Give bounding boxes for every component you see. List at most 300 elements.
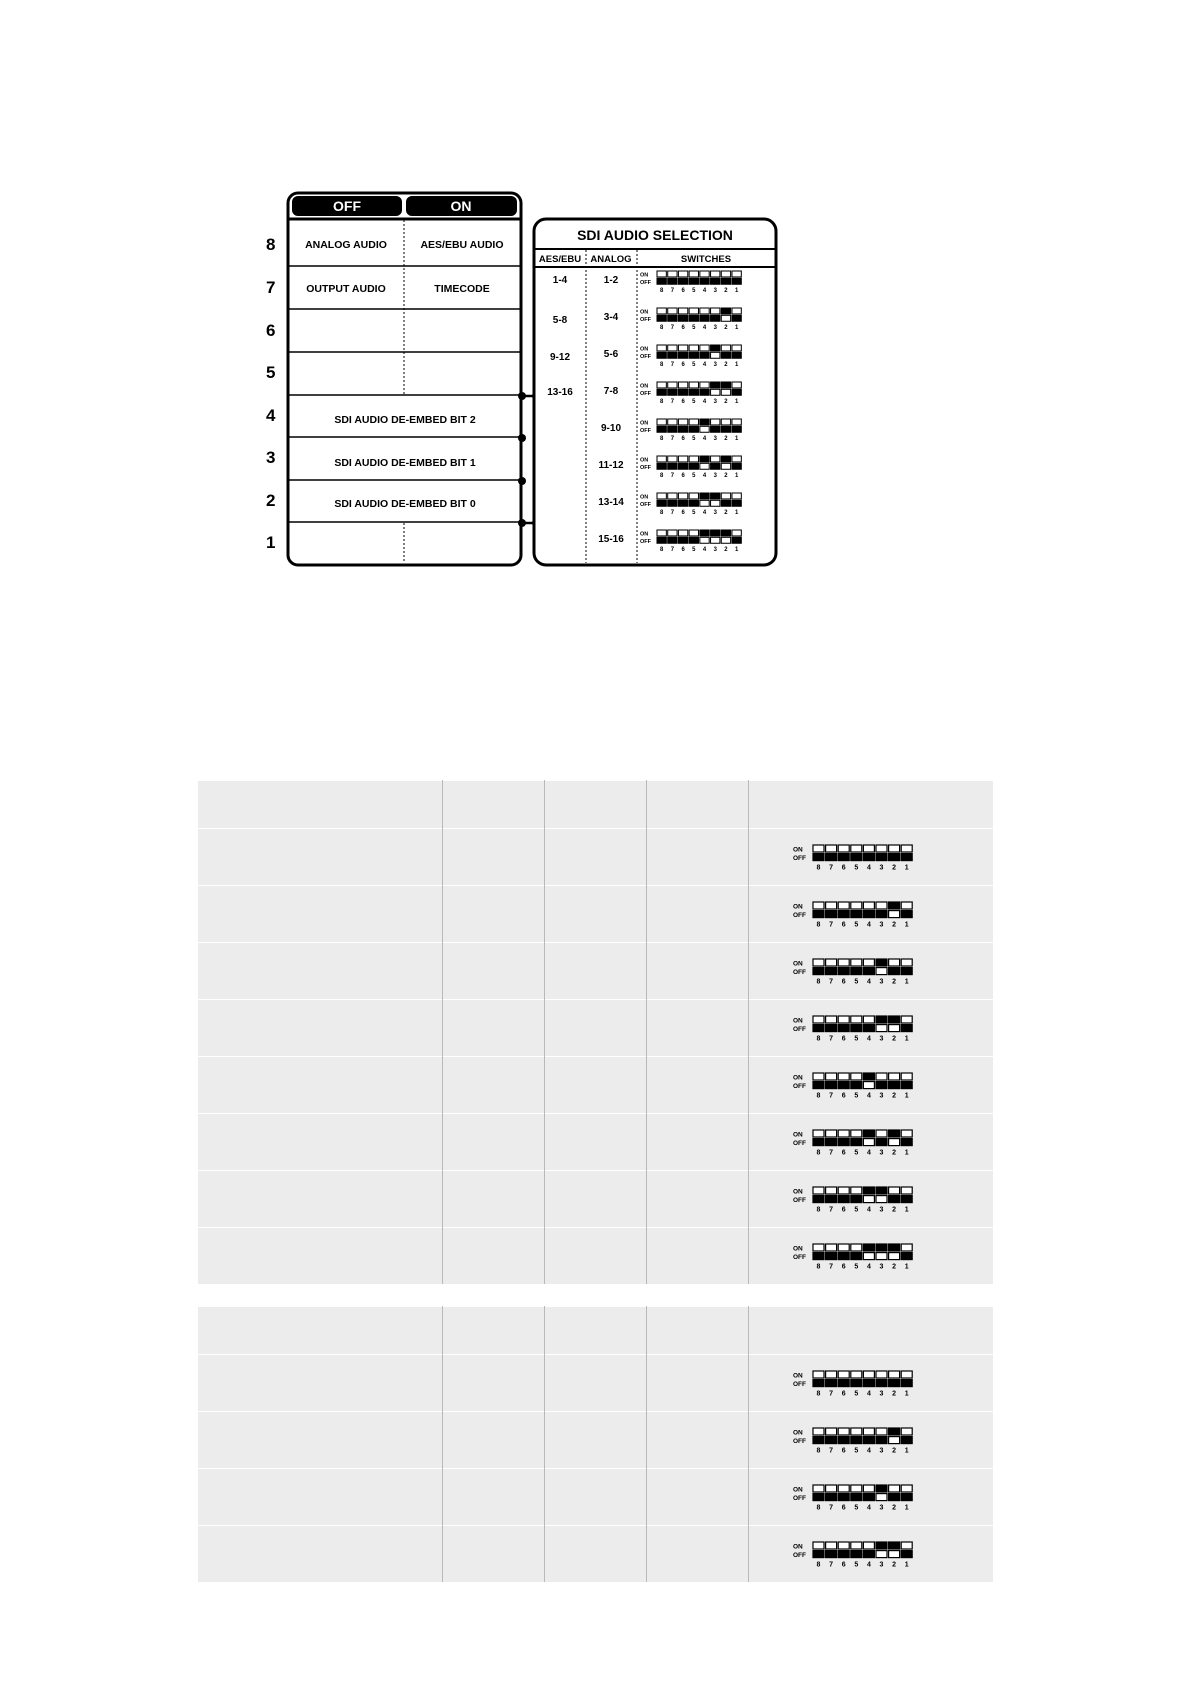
- switch-cell: [748, 1000, 993, 1057]
- table_1-row-5-sw1-on-cell: [901, 1073, 912, 1080]
- table_1-row-6-num-8: 8: [816, 1149, 821, 1157]
- table_1-row-3-num-5: 5: [854, 978, 859, 986]
- table_1-row-4-num-6: 6: [841, 1035, 846, 1043]
- table-cell: [544, 1469, 646, 1526]
- top-switch-1-sw5-on-cell: [689, 271, 698, 277]
- table_1-row-1-sw5-on-cell: [851, 845, 862, 852]
- switch-cell: [748, 1412, 993, 1469]
- table_1-row-8-sw4-off-cell: [863, 1253, 874, 1260]
- table-row: [198, 886, 993, 943]
- table_1-row-2-num-1: 1: [904, 921, 909, 929]
- table_1-row-8-sw7-off-cell: [825, 1253, 836, 1260]
- table_2-row-3-num-7: 7: [828, 1504, 833, 1512]
- table_1-row-6-sw1-on-cell: [901, 1130, 912, 1137]
- top-switch-8-sw1-off-cell: [732, 537, 741, 543]
- top-switch-8-num-8: 8: [660, 546, 664, 553]
- top-switch-7-off-label: OFF: [640, 501, 652, 508]
- table_1-row-4-sw1-on-cell: [901, 1016, 912, 1023]
- table_1-row-5-sw4-on-cell: [863, 1073, 874, 1080]
- table-cell: [198, 1114, 442, 1171]
- table-cell: [646, 1171, 748, 1228]
- top-switch-8-sw7-off-cell: [668, 537, 677, 543]
- table_2-row-1-sw1-off-cell: [901, 1380, 912, 1387]
- table_2-row-3-on-label: ON: [792, 1486, 803, 1494]
- table_1-row-2-sw3-off-cell: [876, 911, 887, 918]
- top-switch-5-num-8: 8: [660, 435, 664, 442]
- top-switch-7-num-4: 4: [702, 509, 707, 516]
- top-switch-2-sw1-off-cell: [732, 315, 741, 321]
- table_1-row-5-sw6-on-cell: [838, 1073, 849, 1080]
- table_1-row-3-sw1-on-cell: [901, 959, 912, 966]
- table_1-row-3-sw3-on-cell: [876, 959, 887, 966]
- top-switch-4-num-4: 4: [702, 398, 707, 405]
- table_1-row-3-sw6-off-cell: [838, 968, 849, 975]
- table_2-row-3-sw5-off-cell: [851, 1494, 862, 1501]
- table_1-row-5-num-5: 5: [854, 1092, 859, 1100]
- table_1-row-6-sw5-on-cell: [851, 1130, 862, 1137]
- table_1-row-2-num-3: 3: [879, 921, 884, 929]
- table-cell: [198, 829, 442, 886]
- table_1-row-3-sw4-off-cell: [863, 968, 874, 975]
- table_1-row-2-sw7-on-cell: [825, 902, 836, 909]
- table_1-row-6-sw6-off-cell: [838, 1139, 849, 1146]
- table-cell: [544, 829, 646, 886]
- top-switch-6-num-4: 4: [702, 472, 707, 479]
- table_1-row-8-num-2: 2: [891, 1263, 896, 1271]
- top-switch-3-sw6-on-cell: [678, 345, 687, 351]
- table_1-row-1-sw7-on-cell: [825, 845, 836, 852]
- table-cell: [646, 1228, 748, 1285]
- switch-cell: [748, 1171, 993, 1228]
- top-switch-3-num-4: 4: [702, 361, 707, 368]
- table_2-row-3-sw2-on-cell: [888, 1485, 899, 1492]
- table_2-row-4-num-5: 5: [854, 1561, 859, 1569]
- top-switch-2-num-6: 6: [681, 324, 685, 331]
- table_2-row-1-sw3-on-cell: [876, 1371, 887, 1378]
- table_2-row-2-sw5-off-cell: [851, 1437, 862, 1444]
- top-switch-6-sw8-on-cell: [657, 456, 666, 462]
- top-switch-6-sw7-off-cell: [668, 463, 677, 469]
- top-switch-8-sw5-on-cell: [689, 530, 698, 536]
- table_1-row-4-sw7-off-cell: [825, 1025, 836, 1032]
- top-switch-2-num-2: 2: [724, 324, 728, 331]
- top-switch-5-num-3: 3: [713, 435, 717, 442]
- row-number-1: 1: [266, 533, 276, 552]
- top-switch-3-sw8-off-cell: [657, 352, 666, 358]
- top-switch-6-num-7: 7: [670, 472, 675, 479]
- top-switch-6-sw2-off-cell: [721, 463, 730, 469]
- table-row: [198, 1000, 993, 1057]
- table-cell: [544, 943, 646, 1000]
- top-switch-5-sw7-on-cell: [668, 419, 677, 425]
- top-switch-6-sw5-off-cell: [689, 463, 698, 469]
- top-switch-3-sw3-on-cell: [711, 345, 720, 351]
- table-cell: [442, 1114, 544, 1171]
- top-switch-6-sw6-off-cell: [678, 463, 687, 469]
- table_1-row-7-num-7: 7: [828, 1206, 833, 1214]
- top-switch-1-sw1-on-cell: [732, 271, 741, 277]
- connector-dot: [518, 392, 526, 400]
- switch-pattern: [791, 1236, 951, 1276]
- table-cell: [442, 1171, 544, 1228]
- table-cell: [544, 886, 646, 943]
- table_2-row-2-num-4: 4: [866, 1447, 871, 1455]
- table-cell: [544, 1114, 646, 1171]
- top-switch-3-sw4-off-cell: [700, 352, 709, 358]
- analog-label: 9-10: [600, 423, 622, 434]
- table_1-row-1-sw5-off-cell: [851, 854, 862, 861]
- table-cell: [198, 943, 442, 1000]
- table_2-row-4-num-2: 2: [891, 1561, 896, 1569]
- switch-8-off-label: ANALOG AUDIO: [305, 239, 387, 251]
- table_1-row-6-sw8-on-cell: [813, 1130, 824, 1137]
- top-switch-6-num-8: 8: [660, 472, 664, 479]
- table_1-row-7-sw4-on-cell: [863, 1187, 874, 1194]
- table-row: [198, 1469, 993, 1526]
- top-switch-2-sw1-on-cell: [732, 308, 741, 314]
- top-switch-6-off-label: OFF: [640, 464, 652, 471]
- table_2-row-4-sw1-off-cell: [901, 1551, 912, 1558]
- table_1-row-5-sw1-off-cell: [901, 1082, 912, 1089]
- top-switch-2-sw8-on-cell: [657, 308, 666, 314]
- top-switch-8-sw6-off-cell: [678, 537, 687, 543]
- table_1-row-8-num-3: 3: [879, 1263, 884, 1271]
- top-switch-3-sw5-on-cell: [689, 345, 698, 351]
- table_2-row-1-sw5-off-cell: [851, 1380, 862, 1387]
- table_1-row-5-num-7: 7: [828, 1092, 833, 1100]
- table_1-row-4-sw3-on-cell: [876, 1016, 887, 1023]
- top-switch-3-sw2-on-cell: [721, 345, 730, 351]
- top-switch-1-sw3-off-cell: [711, 278, 720, 284]
- table_1-row-2-off-label: OFF: [792, 912, 806, 920]
- analog-label: 15-16: [598, 534, 624, 545]
- table_1-row-7-num-2: 2: [891, 1206, 896, 1214]
- table_1-row-2-sw2-off-cell: [888, 911, 899, 918]
- table_1-row-2-num-4: 4: [866, 921, 871, 929]
- table_1-row-4-sw3-off-cell: [876, 1025, 887, 1032]
- table_1-row-7-sw7-off-cell: [825, 1196, 836, 1203]
- table_2-row-1-sw8-on-cell: [813, 1371, 824, 1378]
- top-switch-7-sw8-off-cell: [657, 500, 666, 506]
- table_2-row-4-sw3-off-cell: [876, 1551, 887, 1558]
- top-switch-1-num-7: 7: [670, 287, 675, 294]
- table-cell: [198, 1171, 442, 1228]
- top-switch-6-sw1-on-cell: [732, 456, 741, 462]
- off-header-label: OFF: [333, 198, 361, 214]
- row-number-8: 8: [266, 235, 276, 254]
- top-switch-2-sw8-off-cell: [657, 315, 666, 321]
- table_2-row-4-sw3-on-cell: [876, 1542, 887, 1549]
- table_2-row-1-num-4: 4: [866, 1390, 871, 1398]
- top-switch-4-num-7: 7: [670, 398, 675, 405]
- table_2-row-4-num-4: 4: [866, 1561, 871, 1569]
- top-switch-6-num-3: 3: [713, 472, 717, 479]
- table_1-row-6-sw7-off-cell: [825, 1139, 836, 1146]
- switch-pattern: [791, 1065, 951, 1105]
- table_2-row-1-num-3: 3: [879, 1390, 884, 1398]
- switch-pattern: [791, 1122, 951, 1162]
- top-switch-3-sw5-off-cell: [689, 352, 698, 358]
- table-cell: [544, 1355, 646, 1412]
- top-switch-5-sw8-off-cell: [657, 426, 666, 432]
- top-switch-1-num-1: 1: [734, 287, 739, 294]
- table_1-row-8-num-5: 5: [854, 1263, 859, 1271]
- table-2: [198, 1306, 993, 1582]
- top-switch-1-off-label: OFF: [640, 279, 652, 286]
- switch-pattern: [791, 1534, 951, 1574]
- table_1-row-3-sw5-on-cell: [851, 959, 862, 966]
- table_2-row-4-sw5-on-cell: [851, 1542, 862, 1549]
- top-switch-1-sw6-on-cell: [678, 271, 687, 277]
- table_1-row-1-sw8-off-cell: [813, 854, 824, 861]
- top-switch-8-sw2-off-cell: [721, 537, 730, 543]
- table_1-row-1-sw2-off-cell: [888, 854, 899, 861]
- table_1-row-5-sw5-on-cell: [851, 1073, 862, 1080]
- table_1-row-2-num-2: 2: [891, 921, 896, 929]
- table-cell: [646, 829, 748, 886]
- table_1-row-6-off-label: OFF: [792, 1140, 806, 1148]
- table_2-row-4-num-8: 8: [816, 1561, 821, 1569]
- table_2-row-1-sw7-on-cell: [825, 1371, 836, 1378]
- table_2-row-3-num-5: 5: [854, 1504, 859, 1512]
- switch-diagram: [0, 0, 1191, 600]
- top-switch-5-sw5-on-cell: [689, 419, 698, 425]
- table_1-row-1-sw8-on-cell: [813, 845, 824, 852]
- top-switch-4-sw8-off-cell: [657, 389, 666, 395]
- table_2-row-2-sw7-off-cell: [825, 1437, 836, 1444]
- table_1-row-3-sw3-off-cell: [876, 968, 887, 975]
- top-switch-8-sw4-off-cell: [700, 537, 709, 543]
- table_2-row-4-sw7-off-cell: [825, 1551, 836, 1558]
- table_2-row-1-num-6: 6: [841, 1390, 846, 1398]
- top-switch-5-sw7-off-cell: [668, 426, 677, 432]
- top-switch-3-sw1-off-cell: [732, 352, 741, 358]
- table_1-row-6-sw1-off-cell: [901, 1139, 912, 1146]
- table_2-row-3-sw1-off-cell: [901, 1494, 912, 1501]
- table_1-row-6-num-1: 1: [904, 1149, 909, 1157]
- table-row: [198, 829, 993, 886]
- top-switch-4-sw7-off-cell: [668, 389, 677, 395]
- table_1-row-8-sw7-on-cell: [825, 1244, 836, 1251]
- top-switch-4-sw8-on-cell: [657, 382, 666, 388]
- table_1-row-3-sw8-off-cell: [813, 968, 824, 975]
- table_2-row-1-on-label: ON: [792, 1372, 803, 1380]
- top-switch-6-sw1-off-cell: [732, 463, 741, 469]
- table_2-row-1-sw3-off-cell: [876, 1380, 887, 1387]
- table_2-row-3-sw8-on-cell: [813, 1485, 824, 1492]
- table_1-row-7-sw2-off-cell: [888, 1196, 899, 1203]
- switch-cell: [748, 829, 993, 886]
- table_1-row-3-num-8: 8: [816, 978, 821, 986]
- top-switch-4-sw6-off-cell: [678, 389, 687, 395]
- table_2-row-4-sw8-on-cell: [813, 1542, 824, 1549]
- top-switch-7-sw1-off-cell: [732, 500, 741, 506]
- top-switch-5-sw1-off-cell: [732, 426, 741, 432]
- top-switch-5-num-7: 7: [670, 435, 675, 442]
- top-switch-8-off-label: OFF: [640, 538, 652, 545]
- top-switch-2-sw4-on-cell: [700, 308, 709, 314]
- table-cell: [646, 1355, 748, 1412]
- table_1-row-4-sw4-off-cell: [863, 1025, 874, 1032]
- table_2-row-2-sw4-on-cell: [863, 1428, 874, 1435]
- top-switch-2-sw3-off-cell: [711, 315, 720, 321]
- top-switch-3-num-8: 8: [660, 361, 664, 368]
- table_2-row-2-num-7: 7: [828, 1447, 833, 1455]
- table-cell: [646, 1000, 748, 1057]
- table_1-row-1-sw6-off-cell: [838, 854, 849, 861]
- table_2-row-4-sw4-on-cell: [863, 1542, 874, 1549]
- table_2-row-4-sw2-on-cell: [888, 1542, 899, 1549]
- table_1-row-4-sw8-on-cell: [813, 1016, 824, 1023]
- table_2-row-1-sw2-off-cell: [888, 1380, 899, 1387]
- table_2-row-4-sw1-on-cell: [901, 1542, 912, 1549]
- top-switch-7-num-8: 8: [660, 509, 664, 516]
- table_2-row-3-num-8: 8: [816, 1504, 821, 1512]
- top-switch-2-num-8: 8: [660, 324, 664, 331]
- top-switch-7-sw5-on-cell: [689, 493, 698, 499]
- top-switch-7-sw4-off-cell: [700, 500, 709, 506]
- table_1-row-4-off-label: OFF: [792, 1026, 806, 1034]
- table_1-row-4-num-4: 4: [866, 1035, 871, 1043]
- table_2-row-2-sw8-off-cell: [813, 1437, 824, 1444]
- top-switch-1-sw2-on-cell: [721, 271, 730, 277]
- table_1-row-3-sw2-on-cell: [888, 959, 899, 966]
- top-switch-3-off-label: OFF: [640, 353, 652, 360]
- table_1-row-3-sw4-on-cell: [863, 959, 874, 966]
- table_1-row-2-sw7-off-cell: [825, 911, 836, 918]
- table_1-row-1-sw4-on-cell: [863, 845, 874, 852]
- table-cell: [544, 1057, 646, 1114]
- top-switch-1-sw1-off-cell: [732, 278, 741, 284]
- top-switch-2-num-4: 4: [702, 324, 707, 331]
- table_1-row-8-on-label: ON: [792, 1245, 803, 1253]
- table-cell: [544, 1171, 646, 1228]
- table_1-row-5-sw8-off-cell: [813, 1082, 824, 1089]
- table-header-cell: [544, 1307, 646, 1355]
- table-row: [198, 1526, 993, 1583]
- table_1-row-7-sw1-on-cell: [901, 1187, 912, 1194]
- table_2-row-2-num-2: 2: [891, 1447, 896, 1455]
- top-switch-6-sw6-on-cell: [678, 456, 687, 462]
- top-switch-4-sw5-off-cell: [689, 389, 698, 395]
- table_2-row-3-sw8-off-cell: [813, 1494, 824, 1501]
- switch-pattern: [791, 837, 951, 877]
- top-switch-7-num-1: 1: [734, 509, 739, 516]
- table-header-cell: [646, 1307, 748, 1355]
- top-switch-1-sw4-off-cell: [700, 278, 709, 284]
- table_1-row-5-sw3-on-cell: [876, 1073, 887, 1080]
- table-row: [198, 1355, 993, 1412]
- top-switch-1-sw7-on-cell: [668, 271, 677, 277]
- table_1-row-4-sw1-off-cell: [901, 1025, 912, 1032]
- top-switch-2-sw7-on-cell: [668, 308, 677, 314]
- top-switch-1-sw7-off-cell: [668, 278, 677, 284]
- table_1-row-3-sw6-on-cell: [838, 959, 849, 966]
- table-cell: [198, 1057, 442, 1114]
- table-cell: [646, 1412, 748, 1469]
- table_2-row-2-sw3-off-cell: [876, 1437, 887, 1444]
- top-switch-4-on-label: ON: [640, 383, 649, 390]
- table_1-row-3-num-4: 4: [866, 978, 871, 986]
- top-switch-7-sw7-on-cell: [668, 493, 677, 499]
- table_1-row-1-sw3-on-cell: [876, 845, 887, 852]
- table_1-row-5-sw7-off-cell: [825, 1082, 836, 1089]
- table_2-row-3-sw5-on-cell: [851, 1485, 862, 1492]
- top-switch-4-sw5-on-cell: [689, 382, 698, 388]
- top-switch-8-sw1-on-cell: [732, 530, 741, 536]
- table_2-row-2-sw8-on-cell: [813, 1428, 824, 1435]
- table_1-row-8-off-label: OFF: [792, 1254, 806, 1262]
- table-cell: [646, 1526, 748, 1583]
- top-switch-7-sw3-on-cell: [711, 493, 720, 499]
- table_1-row-4-sw2-off-cell: [888, 1025, 899, 1032]
- table_1-row-5-sw7-on-cell: [825, 1073, 836, 1080]
- table_1-row-1-num-5: 5: [854, 864, 859, 872]
- top-switch-6-sw3-on-cell: [711, 456, 720, 462]
- top-switch-3-sw3-off-cell: [711, 352, 720, 358]
- table_1-row-4-num-2: 2: [891, 1035, 896, 1043]
- top-switch-6-num-2: 2: [724, 472, 728, 479]
- table_1-row-6-sw3-off-cell: [876, 1139, 887, 1146]
- aes-label: 9-12: [549, 352, 571, 363]
- table-cell: [442, 886, 544, 943]
- switch-cell: [748, 1469, 993, 1526]
- table_1-row-3-sw2-off-cell: [888, 968, 899, 975]
- analog-label: 13-14: [598, 497, 624, 508]
- top-switch-8-num-3: 3: [713, 546, 717, 553]
- switch-pattern: [791, 1420, 951, 1460]
- top-switch-5-sw3-on-cell: [711, 419, 720, 425]
- aes-label: 13-16: [547, 387, 573, 398]
- table_1-row-5-sw6-off-cell: [838, 1082, 849, 1089]
- switch-7-off-label: OUTPUT AUDIO: [306, 283, 386, 295]
- switch-4-label: SDI AUDIO DE-EMBED BIT 2: [334, 414, 476, 426]
- switch-cell: [748, 1057, 993, 1114]
- table-header-cell: [748, 781, 993, 829]
- table_1-row-3-num-1: 1: [904, 978, 909, 986]
- top-switch-3-sw6-off-cell: [678, 352, 687, 358]
- table_1-row-3-num-3: 3: [879, 978, 884, 986]
- top-switch-1-sw6-off-cell: [678, 278, 687, 284]
- top-switch-6-sw4-on-cell: [700, 456, 709, 462]
- table_1-row-5-off-label: OFF: [792, 1083, 806, 1091]
- table_1-row-4-sw5-on-cell: [851, 1016, 862, 1023]
- top-switch-4-sw7-on-cell: [668, 382, 677, 388]
- top-switch-6-num-6: 6: [681, 472, 685, 479]
- top-switch-7-sw6-off-cell: [678, 500, 687, 506]
- table_1-row-4-sw7-on-cell: [825, 1016, 836, 1023]
- table_2-row-3-sw2-off-cell: [888, 1494, 899, 1501]
- table-row: [198, 943, 993, 1000]
- top-switch-8-sw7-on-cell: [668, 530, 677, 536]
- top-switch-5-sw4-off-cell: [700, 426, 709, 432]
- top-switch-6-num-1: 1: [734, 472, 739, 479]
- table_1-row-4-num-3: 3: [879, 1035, 884, 1043]
- table_1-row-3-num-7: 7: [828, 978, 833, 986]
- connector-dot: [518, 434, 526, 442]
- connector-dot: [518, 477, 526, 485]
- top-switch-4-num-5: 5: [692, 398, 696, 405]
- top-switch-5-num-5: 5: [692, 435, 696, 442]
- table_1-row-1-sw2-on-cell: [888, 845, 899, 852]
- table_2-row-1-num-7: 7: [828, 1390, 833, 1398]
- table_2-row-4-num-6: 6: [841, 1561, 846, 1569]
- table_1-row-8-sw5-on-cell: [851, 1244, 862, 1251]
- table_1-row-1-on-label: ON: [792, 846, 803, 854]
- table_1-row-8-sw1-on-cell: [901, 1244, 912, 1251]
- table_2-row-1-off-label: OFF: [792, 1381, 806, 1389]
- table_1-row-1-off-label: OFF: [792, 855, 806, 863]
